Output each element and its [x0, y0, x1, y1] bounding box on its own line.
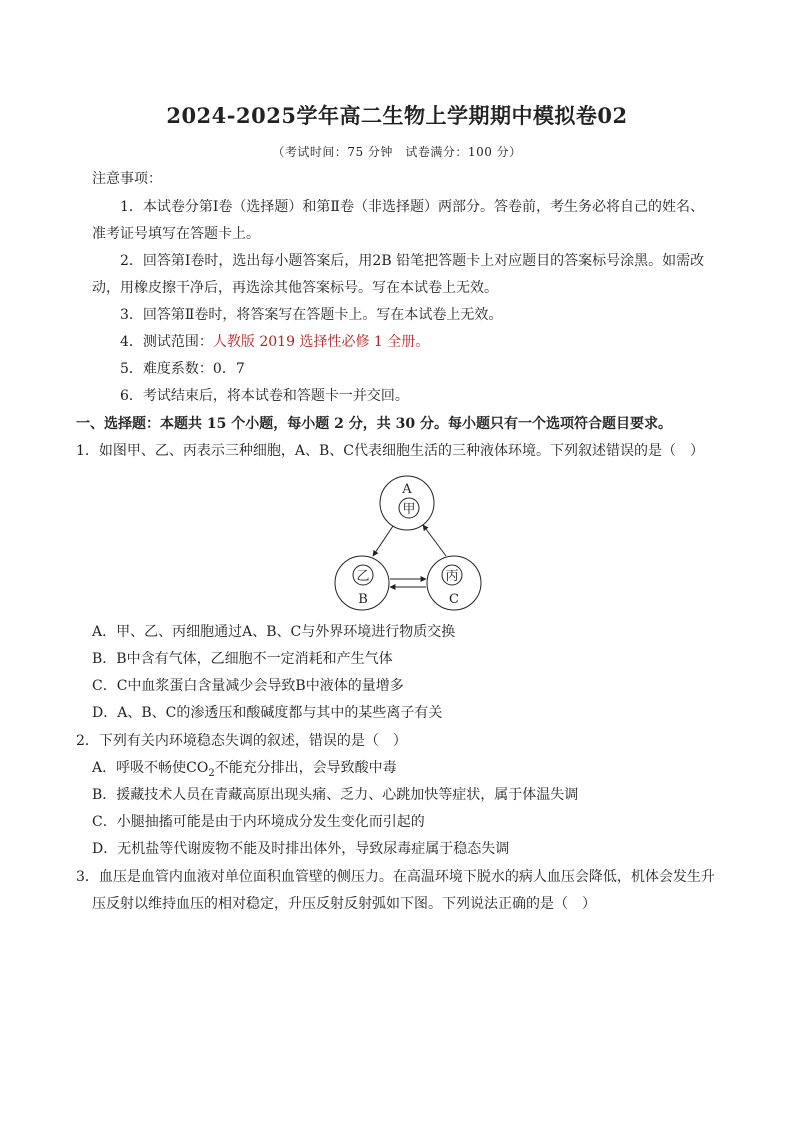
question-2-option-a-post: 不能充分排出，会导致酸中毒 — [214, 760, 397, 776]
question-2-option-a-pre: A．呼吸不畅使CO — [92, 760, 209, 776]
question-1-option-b: B．B中含有气体，乙细胞不一定消耗和产生气体 — [92, 651, 393, 667]
notice-item-4-scope: 人教版 2019 选择性必修 1 全册。 — [212, 334, 430, 350]
notice-item-1-line-1: 1．本试卷分第Ⅰ卷（选择题）和第Ⅱ卷（非选择题）两部分。答卷前，考生务必将自己的姓名、 — [120, 199, 704, 215]
notice-item-6: 6．考试结束后，将本试卷和答题卡一并交回。 — [120, 388, 409, 404]
notice-item-3: 3．回答第Ⅱ卷时，将答案写在答题卡上。写在本试卷上无效。 — [120, 307, 503, 323]
question-2-option-a — [92, 759, 397, 783]
notice-item-2-line-1: 2．回答第Ⅰ卷时，选出每小题答案后，用2B 铅笔把答题卡上对应题目的答案标号涂黑。如需改 — [120, 253, 705, 269]
question-3-stem-line-1: 3．血压是血管内血液对单位面积血管壁的侧压力。在高温环境下脱水的病人血压会降低，机体会发生升 — [76, 869, 715, 885]
question-2-option-d: D．无机盐等代谢废物不能及时排出体外，导致尿毒症属于稳态失调 — [92, 841, 510, 857]
notice-item-1-line-2: 准考证号填写在答题卡上。 — [92, 226, 260, 242]
cell-bing-label: 丙 — [445, 569, 459, 584]
fluid-B-label: B — [358, 592, 368, 607]
exam-subtitle: （考试时间：75 分钟 试卷满分：100 分） — [272, 145, 522, 159]
question-2-option-c: C．小腿抽搐可能是由于内环境成分发生变化而引起的 — [92, 814, 425, 830]
question-2-option-b: B．援藏技术人员在青藏高原出现头痛、乏力、心跳加快等症状，属于体温失调 — [92, 787, 579, 803]
section-1-heading: 一、选择题：本题共 15 个小题，每小题 2 分，共 30 分。每小题只有一个选项符合题目要求。 — [76, 416, 672, 432]
co2-subscript: 2 — [208, 767, 215, 779]
notice-item-5: 5．难度系数：0．7 — [120, 361, 245, 377]
question-1-stem: 1．如图甲、乙、丙表示三种细胞，A、B、C代表细胞生活的三种液体环境。下列叙述错误的是（ ） — [76, 443, 705, 459]
question-2-stem: 2．下列有关内环境稳态失调的叙述，错误的是（ ） — [76, 733, 407, 749]
exam-title: 2024-2025学年高二生物上学期期中模拟卷02 — [166, 103, 628, 128]
question-3-stem-line-2: 压反射以维持血压的相对稳定，升压反射反射弧如下图。下列说法正确的是（ ） — [92, 896, 596, 912]
arrow-C-to-A — [423, 525, 446, 556]
fluid-A-label: A — [402, 482, 412, 497]
arrow-A-to-B — [373, 526, 393, 556]
notice-item-4 — [120, 333, 429, 351]
body-fluid-diagram — [328, 466, 488, 616]
question-1-option-d: D．A、B、C的渗透压和酸碱度都与其中的某些离子有关 — [92, 705, 443, 721]
question-1-option-a: A．甲、乙、丙细胞通过A、B、C与外界环境进行物质交换 — [92, 624, 456, 640]
notice-heading: 注意事项： — [92, 171, 162, 187]
question-1-option-c: C．C中血浆蛋白含量减少会导致B中液体的量增多 — [92, 678, 404, 694]
notice-item-2-line-2: 动，用橡皮擦干净后，再选涂其他答案标号。写在本试卷上无效。 — [92, 280, 498, 296]
notice-item-4-prefix: 4．测试范围： — [120, 334, 213, 350]
cell-jia-label: 甲 — [402, 502, 416, 517]
cell-yi-label: 乙 — [356, 569, 370, 584]
fluid-C-label: C — [449, 592, 459, 607]
